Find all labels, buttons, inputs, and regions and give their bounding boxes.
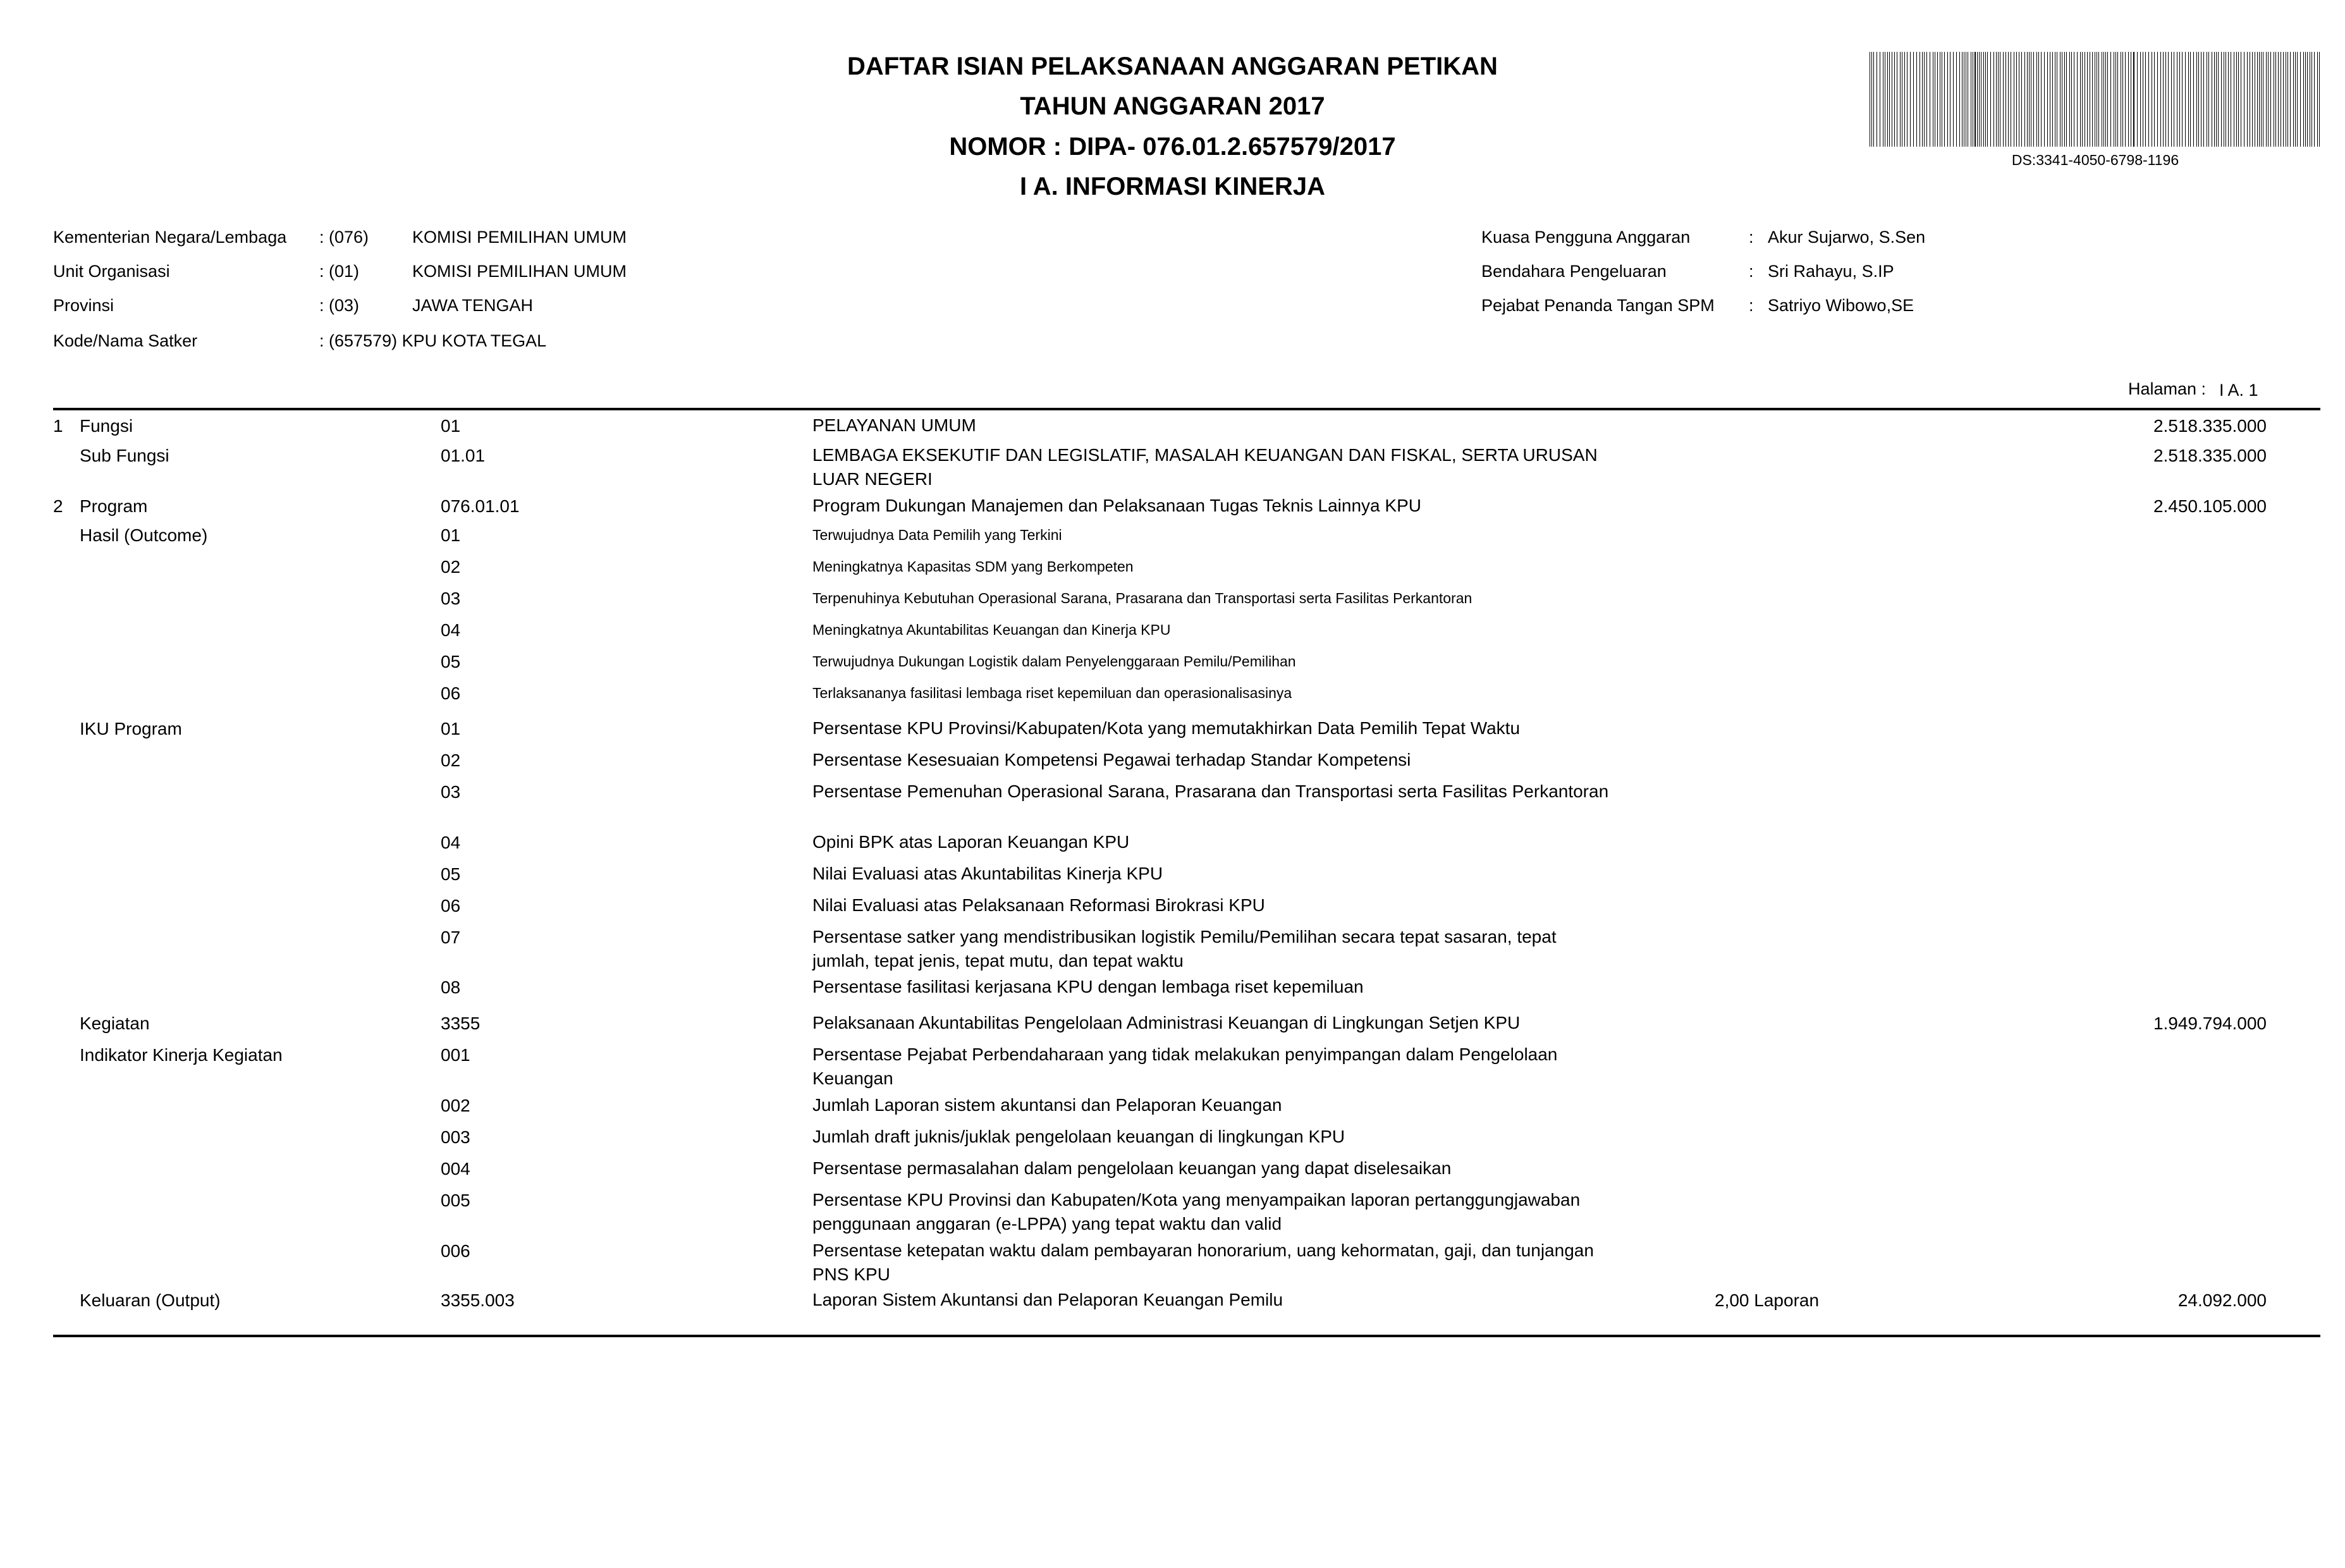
barcode-bar (2157, 52, 2158, 147)
barcode-bar (2137, 52, 2138, 147)
info-sep-kpa: : (1749, 228, 1754, 247)
row-code: 05 (441, 864, 461, 884)
info-code-satker: : (657579) KPU KOTA TEGAL (319, 331, 547, 350)
barcode-bar (1959, 52, 1960, 147)
row-code: 05 (441, 652, 461, 671)
row-number: 1 (53, 416, 63, 436)
barcode-bar (1953, 52, 1954, 147)
row-code: 02 (441, 557, 461, 577)
barcode-bar (2275, 52, 2276, 147)
row-code: 004 (441, 1159, 470, 1179)
info-label-kementerian: Kementerian Negara/Lembaga (53, 228, 287, 247)
info-value-provinsi: JAWA TENGAH (412, 296, 534, 315)
row-code: 003 (441, 1127, 470, 1147)
row-label: Program (80, 496, 148, 516)
row-code: 04 (441, 620, 461, 640)
row-label: Fungsi (80, 416, 133, 436)
info-code-unit: : (01) (319, 262, 360, 281)
barcode-bar (2016, 52, 2017, 147)
barcode-bar (1889, 52, 1890, 147)
barcode-bar (1975, 52, 1976, 147)
barcode-bar (1924, 52, 1925, 147)
barcode-bar (1871, 52, 1872, 147)
row-description: Terlaksananya fasilitasi lembaga riset kepemiluan dan operasionalisasinya (812, 685, 1292, 701)
row-description: Persentase KPU Provinsi dan Kabupaten/Kota yang menyampaikan laporan pertanggungjawaban penggunaan anggaran (e-LPPA) yang tepat waktu dan valid (812, 1190, 1581, 1234)
row-label: Keluaran (Output) (80, 1290, 221, 1310)
title-line-2: TAHUN ANGGARAN 2017 (1020, 92, 1325, 120)
barcode-bar (2128, 52, 2129, 147)
row-code: 01 (441, 416, 461, 436)
info-value-spm: Satriyo Wibowo,SE (1768, 296, 1914, 315)
row-amount: 2.450.105.000 (2153, 496, 2267, 516)
row-code: 001 (441, 1045, 470, 1065)
barcode-bar (2287, 52, 2288, 147)
barcode-bar (2027, 52, 2028, 147)
row-description: Laporan Sistem Akuntansi dan Pelaporan Keuangan Pemilu (812, 1290, 1283, 1309)
barcode-bar (1922, 52, 1923, 147)
barcode-bar (2077, 52, 2078, 147)
info-code-kementerian: : (076) (319, 228, 369, 247)
barcode-block (1868, 52, 2324, 172)
barcode-bar (2221, 52, 2222, 147)
barcode-bar (1956, 52, 1957, 147)
barcode-bar (2024, 52, 2025, 147)
barcode-bar (1947, 52, 1948, 147)
barcode-bar (2069, 52, 2070, 147)
barcode-image (1868, 52, 2322, 147)
info-value-kpa: Akur Sujarwo, S.Sen (1768, 228, 1926, 247)
barcode-bar (2314, 52, 2315, 147)
row-code: 005 (441, 1191, 470, 1210)
barcode-bar (1987, 52, 1988, 147)
row-description: PELAYANAN UMUM (812, 415, 976, 435)
info-label-bendahara: Bendahara Pengeluaran (1481, 262, 1667, 281)
barcode-bar (2165, 52, 2166, 147)
barcode-bar (2105, 52, 2106, 147)
barcode-bar (2103, 52, 2104, 147)
barcode-bar (1910, 52, 1911, 147)
barcode-bar (2270, 52, 2271, 147)
barcode-bar (2188, 52, 2189, 147)
barcode-bar (2238, 52, 2239, 147)
barcode-bar (2190, 52, 2191, 147)
barcode-bar (2087, 52, 2088, 147)
title-line-3: NOMOR : DIPA- 076.01.2.657579/2017 (949, 133, 1396, 161)
barcode-bar (1998, 52, 1999, 147)
row-code: 06 (441, 683, 461, 703)
barcode-bar (2236, 52, 2237, 147)
barcode-bar (2305, 52, 2306, 147)
barcode-bar (2283, 52, 2284, 147)
barcode-bar (2082, 52, 2083, 147)
barcode-bar (1919, 52, 1920, 147)
table-bottom-rule (53, 1335, 2320, 1337)
barcode-bar (2160, 52, 2161, 147)
barcode-bar (2168, 52, 2169, 147)
row-description: Jumlah draft juknis/juklak pengelolaan keuangan di lingkungan KPU (812, 1127, 1345, 1146)
info-sep-spm: : (1749, 296, 1754, 315)
barcode-bar (2036, 52, 2037, 147)
barcode-bar (2163, 52, 2164, 147)
row-label: Indikator Kinerja Kegiatan (80, 1045, 283, 1065)
barcode-bar (2140, 52, 2141, 147)
row-code: 06 (441, 896, 461, 916)
barcode-bar (2071, 52, 2072, 147)
row-description: Persentase permasalahan dalam pengelolaan keuangan yang dapat diselesaikan (812, 1158, 1452, 1178)
info-value-bendahara: Sri Rahayu, S.IP (1768, 262, 1894, 281)
barcode-bar (2021, 52, 2022, 147)
barcode-bar (2257, 52, 2258, 147)
barcode-bar (2295, 52, 2296, 147)
row-description: Persentase Kesesuaian Kompetensi Pegawai terhadap Standar Kompetensi (812, 750, 1411, 769)
barcode-bar (1944, 52, 1945, 147)
barcode-bar (2044, 52, 2045, 147)
barcode-bar (1985, 52, 1986, 147)
row-code: 03 (441, 782, 461, 802)
barcode-bar (2003, 52, 2004, 147)
barcode-bar (2041, 52, 2042, 147)
barcode-bar (1926, 52, 1927, 147)
info-value-unit: KOMISI PEMILIHAN UMUM (412, 262, 627, 281)
row-code: 08 (441, 977, 461, 997)
barcode-bar (2290, 52, 2291, 147)
barcode-bar (2293, 52, 2294, 147)
barcode-bar (2133, 52, 2134, 147)
barcode-bar (2216, 52, 2217, 147)
barcode-bar (2117, 52, 2118, 147)
barcode-bar (2307, 52, 2308, 147)
barcode-bar (2005, 52, 2006, 147)
row-description: Nilai Evaluasi atas Pelaksanaan Reformasi Birokrasi KPU (812, 895, 1265, 915)
barcode-bar (2033, 52, 2034, 147)
row-code: 04 (441, 833, 461, 852)
row-code: 02 (441, 750, 461, 770)
page-label: Halaman : (2128, 379, 2207, 398)
info-code-provinsi: : (03) (319, 296, 360, 315)
barcode-bar (1937, 52, 1938, 147)
barcode-bar (2259, 52, 2260, 147)
barcode-bar (1993, 52, 1994, 147)
row-amount: 1.949.794.000 (2153, 1014, 2267, 1033)
row-description: LEMBAGA EKSEKUTIF DAN LEGISLATIF, MASALAH KEUANGAN DAN FISKAL, SERTA URUSAN LUAR NEGERI (812, 445, 1598, 489)
barcode-bar (1916, 52, 1917, 147)
barcode-bar (2122, 52, 2123, 147)
row-code: 076.01.01 (441, 496, 520, 516)
barcode-bar (2297, 52, 2298, 147)
info-label-unit: Unit Organisasi (53, 262, 170, 281)
barcode-bar (1894, 52, 1895, 147)
row-description: Persentase KPU Provinsi/Kabupaten/Kota yang memutakhirkan Data Pemilih Tepat Waktu (812, 718, 1521, 738)
barcode-bar (2203, 52, 2204, 147)
barcode-bar (2300, 52, 2301, 147)
barcode-bar (2107, 52, 2108, 147)
barcode-bar (2193, 52, 2194, 147)
barcode-bar (2110, 52, 2111, 147)
barcode-bar (2066, 52, 2067, 147)
barcode-bar (2038, 52, 2039, 147)
table-top-rule (53, 408, 2320, 410)
page-value: I A. 1 (2219, 381, 2258, 400)
row-description: Jumlah Laporan sistem akuntansi dan Pelaporan Keuangan (812, 1095, 1282, 1115)
barcode-bar (1977, 52, 1978, 147)
barcode-bar (2247, 52, 2248, 147)
barcode-bar (2145, 52, 2146, 147)
barcode-bar (2214, 52, 2215, 147)
barcode-bar (2125, 52, 2126, 147)
row-amount: 2.518.335.000 (2153, 446, 2267, 465)
barcode-bar (1913, 52, 1914, 147)
row-label: IKU Program (80, 719, 182, 738)
barcode-bar (2196, 52, 2197, 147)
barcode-bar (2198, 52, 2199, 147)
barcode-bar (2303, 52, 2304, 147)
row-volume: 2,00 Laporan (1715, 1290, 1820, 1310)
barcode-bar (2182, 52, 2183, 147)
info-label-satker: Kode/Nama Satker (53, 331, 198, 350)
row-code: 07 (441, 928, 461, 947)
row-description: Terwujudnya Dukungan Logistik dalam Penyelenggaraan Pemilu/Pemilihan (812, 653, 1296, 670)
row-description: Opini BPK atas Laporan Keuangan KPU (812, 832, 1130, 852)
barcode-bar (2171, 52, 2172, 147)
barcode-bar (2185, 52, 2186, 147)
row-description: Persentase ketepatan waktu dalam pembayaran honorarium, uang kehormatan, gaji, dan tunjangan PNS KPU (812, 1240, 1594, 1284)
barcode-bar (1873, 52, 1874, 147)
row-description: Nilai Evaluasi atas Akuntabilitas Kinerja KPU (812, 864, 1163, 883)
barcode-bar (2317, 52, 2318, 147)
row-label: Sub Fungsi (80, 446, 169, 465)
barcode-bar (2115, 52, 2116, 147)
barcode-bar (1996, 52, 1997, 147)
row-description: Persentase fasilitasi kerjasana KPU dengan lembaga riset kepemiluan (812, 977, 1364, 996)
info-value-kementerian: KOMISI PEMILIHAN UMUM (412, 228, 627, 247)
barcode-bar (1904, 52, 1905, 147)
barcode-bar (2252, 52, 2253, 147)
barcode-bar (2064, 52, 2065, 147)
row-amount: 24.092.000 (2177, 1290, 2267, 1310)
barcode-bar (1900, 52, 1901, 147)
barcode-bar (2008, 52, 2009, 147)
barcode-bar (2208, 52, 2209, 147)
info-sep-bendahara: : (1749, 262, 1754, 281)
row-code: 3355.003 (441, 1290, 515, 1310)
row-description: Terpenuhinya Kebutuhan Operasional Sarana, Prasarana dan Transportasi serta Fasilitas Perkantoran (812, 590, 1473, 606)
row-description: Persentase Pejabat Perbendaharaan yang tidak melakukan penyimpangan dalam Pengelolaan Keuangan (812, 1044, 1558, 1088)
row-code: 002 (441, 1096, 470, 1115)
barcode-bar (2092, 52, 2093, 147)
barcode-bar (2148, 52, 2149, 147)
row-code: 3355 (441, 1014, 481, 1033)
title-line-1: DAFTAR ISIAN PELAKSANAAN ANGGARAN PETIKAN (847, 52, 1498, 80)
barcode-bar (2228, 52, 2229, 147)
row-label: Kegiatan (80, 1014, 150, 1033)
row-code: 01 (441, 525, 461, 545)
info-label-spm: Pejabat Penanda Tangan SPM (1481, 296, 1715, 315)
barcode-bar (1983, 52, 1984, 147)
barcode-bar (2266, 52, 2267, 147)
info-label-provinsi: Provinsi (53, 296, 114, 315)
barcode-bar (1887, 52, 1888, 147)
row-description: Pelaksanaan Akuntabilitas Pengelolaan Administrasi Keuangan di Lingkungan Setjen KPU (812, 1013, 1521, 1032)
row-code: 03 (441, 589, 461, 608)
barcode-bar (1990, 52, 1991, 147)
barcode-bar (2218, 52, 2219, 147)
info-label-kpa: Kuasa Pengguna Anggaran (1481, 228, 1691, 247)
barcode-bar (2278, 52, 2279, 147)
row-description: Meningkatnya Kapasitas SDM yang Berkompeten (812, 558, 1134, 575)
row-amount: 2.518.335.000 (2153, 416, 2267, 436)
barcode-bar (2179, 52, 2180, 147)
row-code: 01.01 (441, 446, 486, 465)
row-description: Terwujudnya Data Pemilih yang Terkini (812, 527, 1062, 543)
barcode-text: DS:3341-4050-6798-1196 (2011, 152, 2179, 168)
barcode-bar (2154, 52, 2155, 147)
row-description: Meningkatnya Akuntabilitas Keuangan dan Kinerja KPU (812, 622, 1171, 638)
row-label: Hasil (Outcome) (80, 525, 208, 545)
row-code: 01 (441, 719, 461, 738)
barcode-bar (2052, 52, 2053, 147)
barcode-bar (2029, 52, 2030, 147)
barcode-bar (2098, 52, 2099, 147)
barcode-bar (2319, 52, 2320, 147)
row-description: Program Dukungan Manajemen dan Pelaksanaan Tugas Teknis Lainnya KPU (812, 496, 1421, 515)
row-description: Persentase Pemenuhan Operasional Sarana, Prasarana dan Transportasi serta Fasilitas Perkantoran (812, 781, 1609, 801)
row-number: 2 (53, 496, 63, 516)
barcode-bar (2080, 52, 2081, 147)
row-code: 006 (441, 1241, 470, 1261)
title-line-4: I A. INFORMASI KINERJA (1020, 173, 1325, 200)
barcode-bar (2311, 52, 2312, 147)
barcode-bar (1979, 52, 1980, 147)
barcode-bar (2261, 52, 2262, 147)
barcode-bar (2047, 52, 2048, 147)
row-description: Persentase satker yang mendistribusikan logistik Pemilu/Pemilihan secara tepat sasaran, tepat jumlah, tepat jenis, tepat mutu, dan tepat waktu (812, 927, 1557, 971)
